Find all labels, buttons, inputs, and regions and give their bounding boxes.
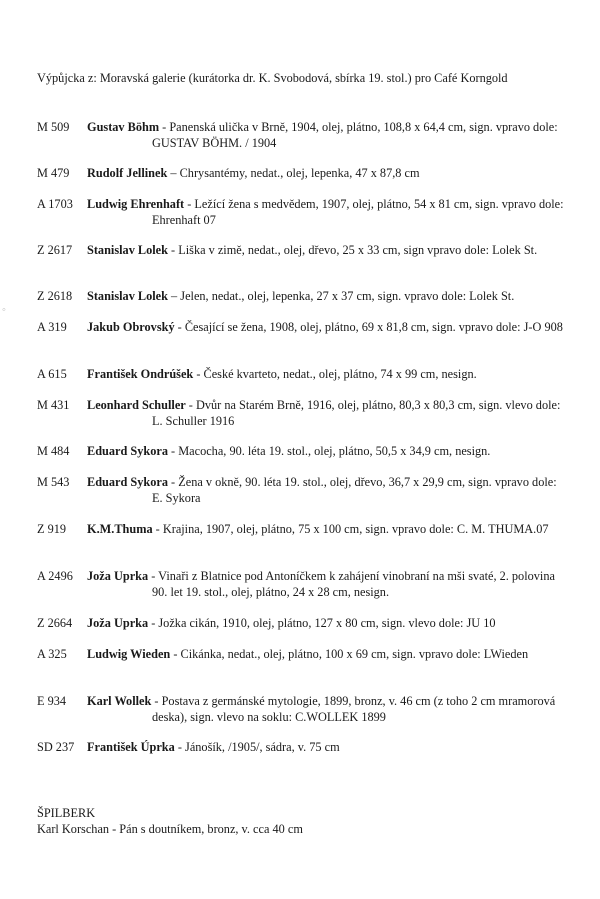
artwork-description: - Macocha, 90. léta 19. stol., olej, plátno, 50,5 x 34,9 cm, nesign. [167, 444, 491, 458]
artist-name: Eduard Sykora [87, 444, 168, 458]
catalog-entry [37, 243, 567, 259]
inventory-number: SD 237 [37, 740, 75, 754]
artist-name: Stanislav Lolek [87, 289, 168, 303]
inventory-number: Z 919 [37, 522, 67, 536]
catalog-entry [37, 444, 567, 460]
artwork-description: - Vinaři z Blatnice pod Antoníčkem k zahájení vinobraní na mši svaté, 2. polovina 90. let 19. stol., olej, plátno, 24 x 28 cm, nesign. [148, 569, 555, 599]
intro-paragraph: Výpůjcka z: Moravská galerie (kurátorka dr. K. Svobodová, sbírka 19. stol.) pro Café Korngold [37, 71, 508, 85]
catalog-entry [37, 197, 567, 228]
artwork-description: - Jožka cikán, 1910, olej, plátno, 127 x 80 cm, sign. vlevo dole: JU 10 [148, 616, 496, 630]
artist-name: K.M.Thuma [87, 522, 153, 536]
catalog-entry [37, 398, 567, 429]
inventory-number: Z 2618 [37, 289, 73, 303]
inventory-number: M 543 [37, 475, 70, 489]
catalog-entry [37, 522, 567, 538]
catalog-entry [37, 694, 567, 725]
artist-name: Jakub Obrovský [87, 320, 175, 334]
artwork-description: - Panenská ulička v Brně, 1904, olej, plátno, 108,8 x 64,4 cm, sign. vpravo dole: GUSTAV BÖHM. / 1904 [152, 120, 558, 150]
artist-name: František Ondrúšek [87, 367, 194, 381]
artist-name: Rudolf Jellinek [87, 166, 168, 180]
inventory-number: A 2496 [37, 569, 73, 583]
catalog-entry [37, 740, 567, 756]
section-title: ŠPILBERK [37, 806, 96, 820]
artist-name: Leonhard Schuller [87, 398, 186, 412]
catalog-entry [37, 475, 567, 506]
artist-name: Gustav Böhm [87, 120, 160, 134]
inventory-number: M 509 [37, 120, 70, 134]
catalog-entry [37, 320, 567, 336]
artwork-description: - Postava z germánské mytologie, 1899, bronz, v. 46 cm (z toho 2 cm mramorová deska), sign. vlevo na soklu: C.WOLLEK 1899 [151, 694, 556, 724]
inventory-number: A 325 [37, 647, 67, 661]
inventory-number: M 479 [37, 166, 70, 180]
catalog-entry [37, 120, 567, 151]
catalog-entry [37, 569, 567, 600]
catalog-entry [37, 647, 567, 663]
inventory-number: Z 2664 [37, 616, 73, 630]
artwork-description: – Chrysantémy, nedat., olej, lepenka, 47 x 87,8 cm [167, 166, 420, 180]
artist-name: Stanislav Lolek [87, 243, 168, 257]
artwork-description: – Jelen, nedat., olej, lepenka, 27 x 37 cm, sign. vpravo dole: Lolek St. [167, 289, 515, 303]
artist-name: Joža Uprka [87, 616, 149, 630]
artwork-description: - České kvarteto, nedat., olej, plátno, 74 x 99 cm, nesign. [193, 367, 477, 381]
artwork-description: - Krajina, 1907, olej, plátno, 75 x 100 cm, sign. vpravo dole: C. M. THUMA.07 [152, 522, 549, 536]
artist-name: František Úprka [87, 740, 175, 754]
artwork-description: - Liška v zimě, nedat., olej, dřevo, 25 x 33 cm, sign vpravo dole: Lolek St. [167, 243, 538, 257]
catalog-entry [37, 367, 567, 383]
catalog-entry [37, 616, 567, 632]
inventory-number: M 431 [37, 398, 70, 412]
catalog-entry [37, 289, 567, 305]
artwork-description: - Dvůr na Starém Brně, 1916, olej, plátno, 80,3 x 80,3 cm, sign. vlevo dole: L. Schuller 1916 [152, 398, 561, 428]
artist-name: Joža Uprka [87, 569, 149, 583]
spilberk-section [37, 806, 557, 837]
artist-name: Eduard Sykora [87, 475, 168, 489]
inventory-number: M 484 [37, 444, 70, 458]
artist-name: Ludwig Ehrenhaft [87, 197, 185, 211]
artist-name: Karl Wollek [87, 694, 152, 708]
inventory-number: A 615 [37, 367, 67, 381]
inventory-number: E 934 [37, 694, 67, 708]
punch-hole-mark: ◦ [2, 304, 6, 316]
inventory-number: A 319 [37, 320, 67, 334]
artwork-description: - Jánošík, /1905/, sádra, v. 75 cm [174, 740, 340, 754]
artist-name: Ludwig Wieden [87, 647, 171, 661]
catalog-entry [37, 166, 567, 182]
inventory-number: Z 2617 [37, 243, 73, 257]
inventory-number: A 1703 [37, 197, 73, 211]
artwork-description: - Žena v okně, 90. léta 19. stol., olej, dřevo, 36,7 x 29,9 cm, sign. vpravo dole: E. Sykora [152, 475, 557, 505]
artwork-description: - Česající se žena, 1908, olej, plátno, 69 x 81,8 cm, sign. vpravo dole: J-O 908 [174, 320, 563, 334]
section-item: Karl Korschan - Pán s doutníkem, bronz, v. cca 40 cm [37, 821, 303, 836]
artwork-description: - Cikánka, nedat., olej, plátno, 100 x 69 cm, sign. vpravo dole: LWieden [170, 647, 529, 661]
artwork-description: - Ležící žena s medvědem, 1907, olej, plátno, 54 x 81 cm, sign. vpravo dole: Ehrenhaft 07 [152, 197, 564, 227]
